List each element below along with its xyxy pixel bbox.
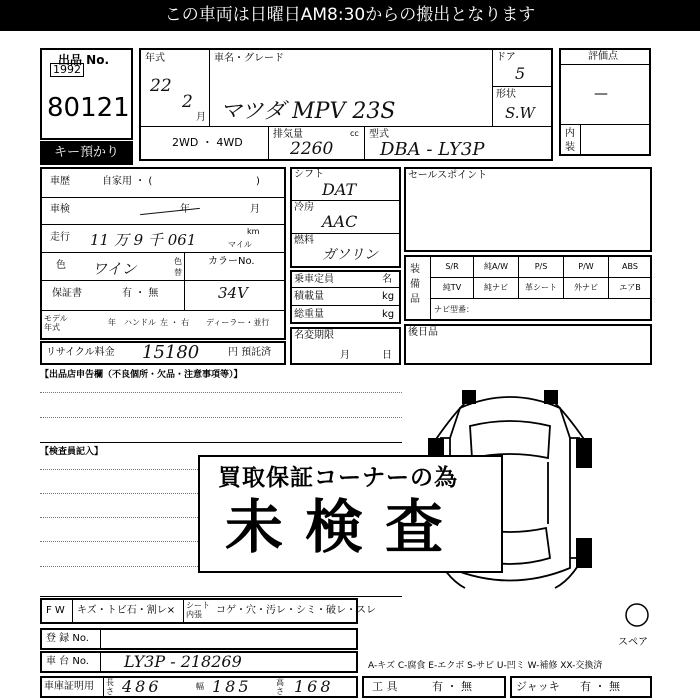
recycle-value: 15180 (142, 342, 200, 363)
equip-navi: 純ナビ (484, 283, 508, 292)
name-grade-label: 車名・グレード (214, 53, 284, 64)
recycle-label: リサイクル料金 (46, 347, 115, 358)
lot-no-label: 出品 No. (58, 53, 110, 67)
top-banner: この車両は日曜日AM8:30からの搬出となります (0, 0, 700, 31)
ac-value: AAC (322, 212, 358, 231)
equip-sr: S/R (445, 262, 459, 271)
remarks-box (404, 324, 652, 365)
year-value: 22 (150, 76, 172, 96)
month-value: 2 (182, 92, 193, 112)
equip-ext-navi: 外ナビ (574, 283, 598, 292)
drive-type: 2WD ・ 4WD (172, 136, 243, 149)
key-deposit-label: キー預かり (40, 141, 133, 165)
seat-label: シート内張 (186, 601, 210, 619)
height-value: 168 (294, 677, 334, 696)
shape-label: 形状 (496, 89, 516, 100)
capacity-unit: 名 (382, 274, 392, 285)
history-label: 車歴 (50, 176, 70, 187)
model-value: DBA - LY3P (380, 139, 485, 160)
name-change-label: 名変期限 (294, 330, 334, 341)
remarks-label: 後日品 (408, 327, 438, 338)
jack-label: ジャッキ (516, 680, 560, 693)
seat-value: コゲ・穴・汚レ・シミ・破レ・スレ (216, 605, 376, 616)
model-year-label: モデル年式 (44, 314, 68, 332)
lot-number: 80121 (47, 93, 130, 123)
equip-ps: P/S (534, 262, 548, 271)
mileage-label: 走行 (50, 232, 70, 243)
door-value: 5 (515, 64, 526, 83)
gross-label: 総重量 (294, 309, 324, 320)
handle-label: ハンドル (124, 318, 156, 327)
equip-airbag: エアB (619, 283, 641, 292)
inspection-label: 車検 (50, 204, 70, 215)
width-label: 幅 (196, 682, 204, 691)
load-unit: kg (382, 291, 395, 302)
cc-unit: cc (350, 129, 359, 138)
shift-label: シフト (294, 169, 324, 180)
fuel-label: 燃料 (294, 235, 314, 246)
navi-model-label: ナビ型番： (434, 305, 474, 314)
color-value: ワイン (92, 260, 137, 278)
spare-label: スペア (618, 637, 648, 648)
gross-unit: kg (382, 309, 395, 320)
stamp-line1: 買取保証コーナーの為 (218, 465, 458, 491)
shift-value: DAT (322, 180, 357, 199)
mileage-value: 11 万 9 千 061 (90, 231, 197, 249)
lot-year-tag: 1992 (50, 63, 84, 77)
recycle-unit: 円 預託済 (228, 347, 272, 358)
stamp-line2: 未検査 (225, 493, 466, 561)
history-close: ) (256, 176, 260, 187)
car-name-value: マツダ MPV 23S (220, 99, 396, 124)
handle-value: 左 ・ 右 (160, 318, 190, 327)
km-unit: km (247, 227, 260, 236)
inspection-year-unit: 年 (180, 204, 190, 215)
equip-aw: 純A/W (483, 262, 509, 271)
tools-value: 有 ・ 無 (432, 680, 472, 693)
inspection-month-unit: 月 (250, 204, 260, 215)
equip-abs: ABS (622, 262, 638, 271)
color-code-note: 34V (218, 284, 248, 302)
damage-legend: A-キズ C-腐食 E-エクボ S-サビ U-凹ミ W-補修 XX-交換済 (368, 661, 603, 671)
shape-value: S.W (505, 104, 535, 122)
sales-point-label: セールスポイント (408, 170, 488, 181)
capacity-label: 乗車定員 (294, 274, 334, 285)
door-label: ドア (496, 52, 516, 63)
color-label: 色 (56, 260, 66, 271)
equip-leather: 革シート (525, 283, 557, 292)
jack-value: 有 ・ 無 (580, 680, 620, 693)
name-change-month: 月 (340, 350, 350, 361)
dealer-notes-label: 【出品店申告欄（不良個所・欠品・注意事項等）】 (40, 370, 243, 380)
displacement-value: 2260 (290, 139, 334, 159)
displacement-label: 排気量 (273, 129, 303, 140)
width-value: 185 (212, 677, 252, 696)
fw-label: F W (46, 605, 65, 616)
fw-value: キズ・トビ石・割レ× (77, 605, 176, 616)
mile-unit: マイル (228, 240, 252, 249)
chassis-label: 車 台 No. (46, 656, 89, 667)
chassis-value: LY3P - 218269 (124, 652, 242, 671)
color-change-label: 色替 (174, 257, 182, 277)
score-value: — (594, 86, 608, 102)
registration-label: 登 録 No. (46, 633, 89, 644)
year-label: 年式 (145, 53, 165, 64)
vehicle-info-box (40, 167, 286, 340)
dealer-label: ディーラー・並行 (206, 318, 270, 327)
ac-label: 冷房 (294, 202, 314, 213)
equip-tv: 純TV (442, 283, 462, 292)
score-title: 評価点 (588, 51, 618, 62)
model-label: 型式 (369, 129, 389, 140)
equip-pw: P/W (578, 262, 594, 271)
warranty-value: 有 ・ 無 (122, 288, 159, 299)
load-label: 積載量 (294, 291, 324, 302)
history-value: 自家用 ・ ( (102, 176, 153, 187)
interior-label: 内装 (565, 128, 575, 153)
height-label: 高さ (276, 678, 284, 696)
inspector-label: 【検査員記入】 (40, 447, 104, 457)
month-unit: 月 (196, 112, 206, 123)
model-year-unit: 年 (108, 318, 116, 327)
name-change-day: 日 (382, 350, 392, 361)
garage-cert-label: 車庫証明用 (44, 681, 94, 692)
fuel-value: ガソリン (322, 247, 378, 263)
length-label: 長さ (106, 678, 114, 696)
length-value: 486 (122, 677, 162, 696)
tools-label: 工 具 (372, 680, 398, 693)
warranty-label: 保証書 (52, 288, 82, 299)
equipment-label: 装備品 (410, 264, 420, 305)
color-code-label: カラーNo. (208, 256, 255, 267)
spare-tire-icon (622, 600, 652, 630)
